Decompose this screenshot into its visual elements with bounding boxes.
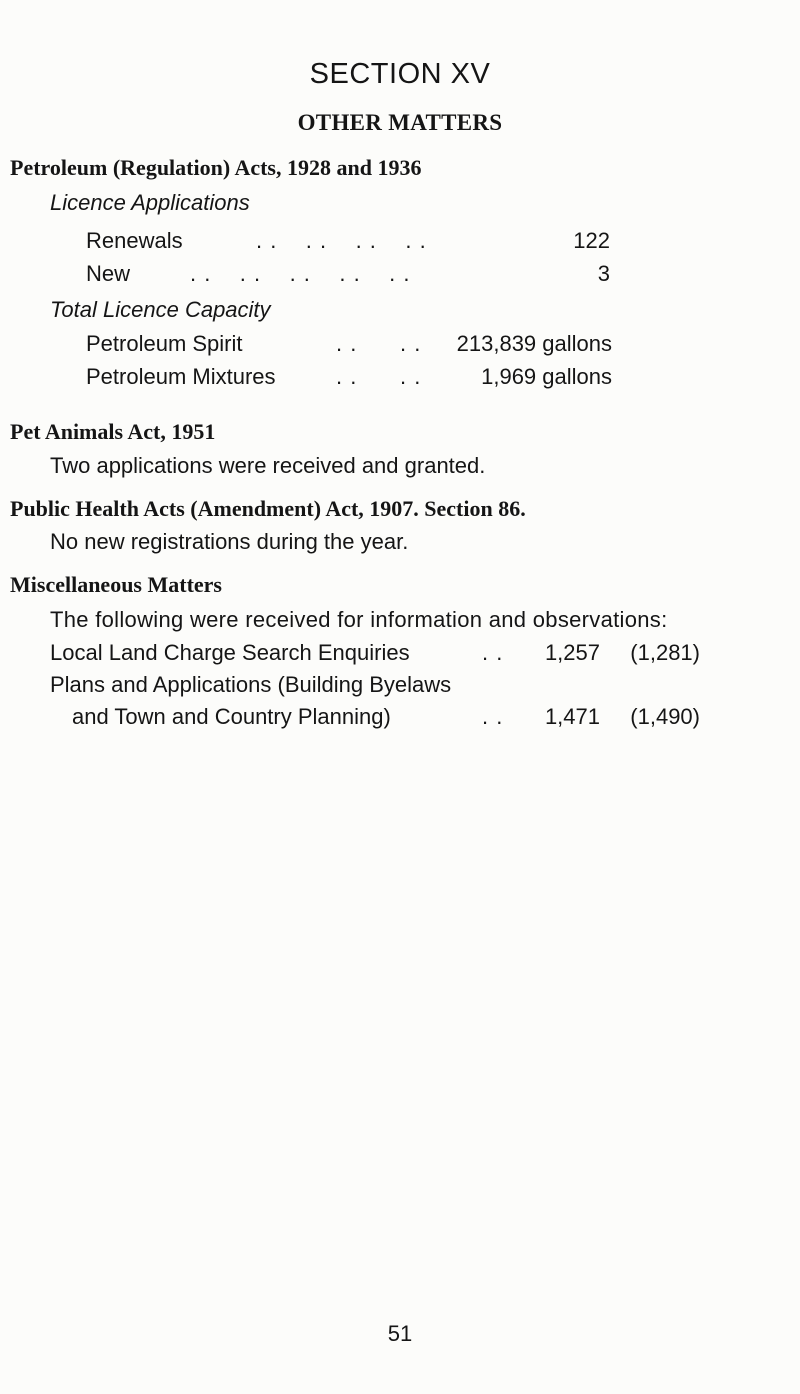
miscellaneous-heading: Miscellaneous Matters — [10, 572, 222, 597]
renewals-value: 122 — [573, 228, 610, 253]
plans-applications-label: Plans and Applications (Building Byelaws — [50, 672, 452, 697]
total-licence-capacity-label: Total Licence Capacity — [50, 297, 271, 322]
pet-animals-text: Two applications were received and granted. — [50, 453, 486, 478]
petroleum-mixtures-value: 1,969 gallons — [481, 364, 612, 389]
new-leader: . . . . . . . . . . — [190, 261, 411, 286]
petroleum-spirit-leader: . . . . — [336, 331, 422, 356]
petroleum-mixtures-label: Petroleum Mixtures — [86, 364, 276, 389]
pet-animals-heading: Pet Animals Act, 1951 — [10, 419, 216, 444]
new-label: New — [86, 261, 131, 286]
plans-applications-value: 1,471 — [544, 704, 600, 729]
plans-applications-leader: . . — [482, 704, 504, 729]
plans-applications-label-continued: and Town and Country Planning) — [72, 704, 391, 729]
section-title: SECTION XV — [309, 58, 491, 90]
public-health-heading: Public Health Acts (Amendment) Act, 1907. Section 86. — [10, 496, 526, 521]
search-enquiries-label: Local Land Charge Search Enquiries — [50, 640, 410, 665]
petroleum-spirit-label: Petroleum Spirit — [86, 331, 243, 356]
plans-applications-previous: (1,490) — [630, 704, 700, 729]
miscellaneous-intro: The following were received for information and observations: — [50, 607, 668, 632]
search-enquiries-value: 1,257 — [544, 640, 600, 665]
page-number: 51 — [387, 1321, 413, 1346]
search-enquiries-previous: (1,281) — [630, 640, 700, 665]
licence-applications-label: Licence Applications — [50, 190, 250, 215]
renewals-label: Renewals — [86, 228, 183, 253]
petroleum-heading: Petroleum (Regulation) Acts, 1928 and 1936 — [10, 155, 422, 180]
new-value: 3 — [597, 261, 610, 286]
renewals-leader: . . . . . . . . — [256, 228, 427, 253]
page-subtitle: OTHER MATTERS — [297, 110, 503, 135]
public-health-text: No new registrations during the year. — [50, 529, 409, 554]
search-enquiries-leader: . . — [482, 640, 504, 665]
petroleum-mixtures-leader: . . . . — [336, 364, 422, 389]
petroleum-spirit-value: 213,839 gallons — [456, 331, 612, 356]
